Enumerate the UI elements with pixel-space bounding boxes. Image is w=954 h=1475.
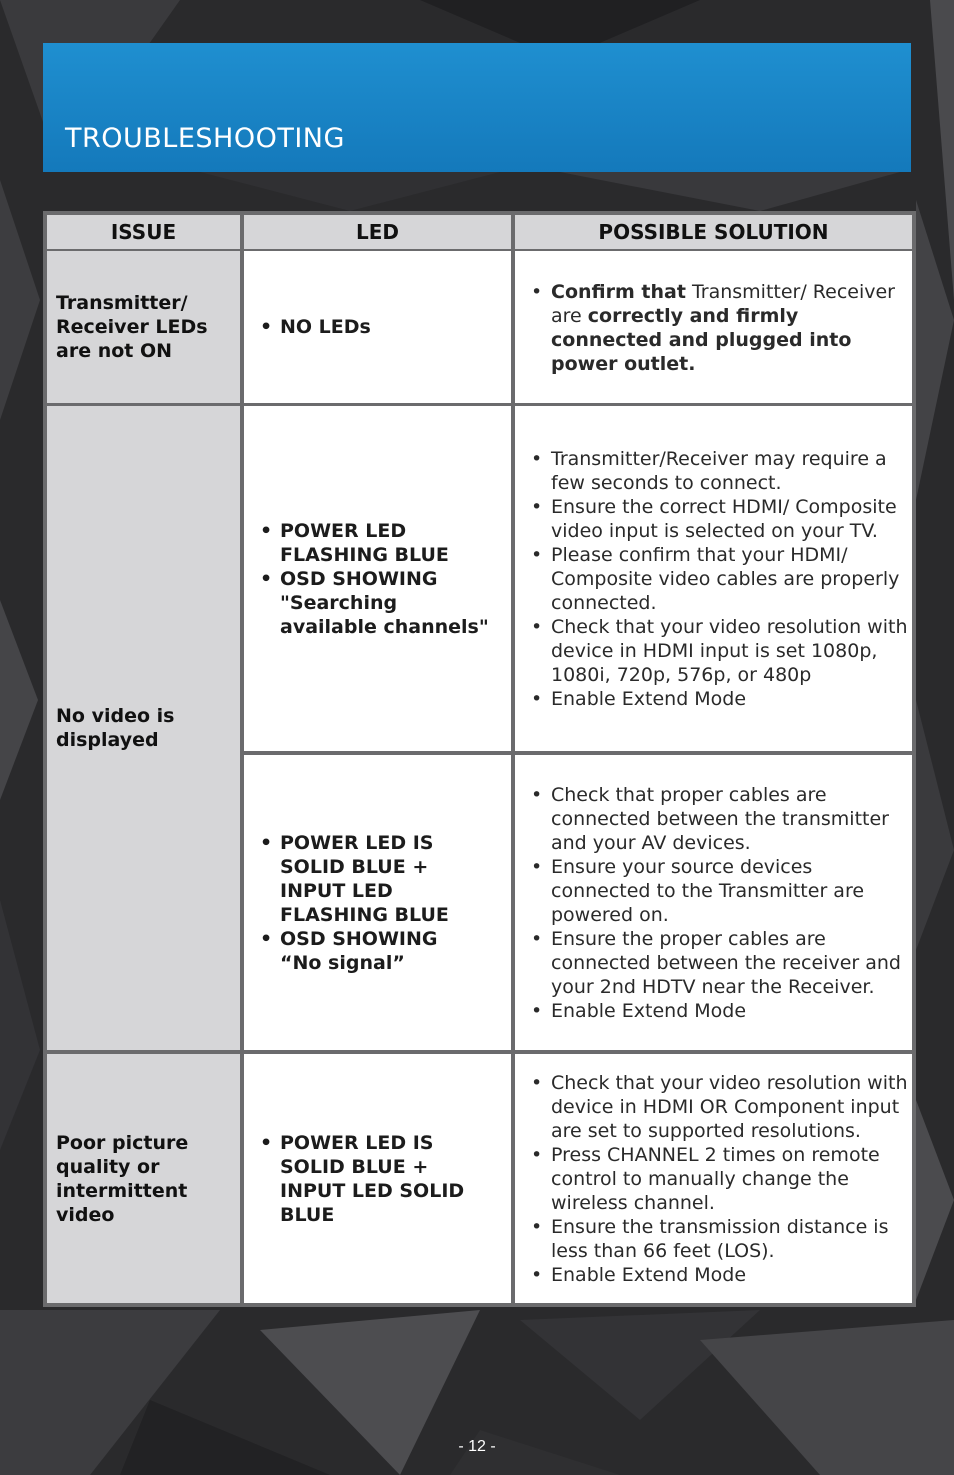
solution-text: Transmitter/ Receiver are: [551, 281, 895, 327]
page-number: - 12 -: [458, 1438, 496, 1455]
section-header: [43, 43, 911, 172]
led-item: • OSD SHOWING “No signal”: [258, 927, 470, 975]
column-header-issue: ISSUE: [47, 215, 240, 249]
solution-emphasis: Confirm that: [551, 281, 686, 303]
page-title: TROUBLESHOOTING: [65, 123, 345, 154]
led-cell: [244, 406, 511, 751]
solution-item: • Enable Extend Mode: [529, 687, 908, 711]
led-item: • POWER LED IS SOLID BLUE + INPUT LED FLASHING BLUE: [258, 831, 470, 927]
solution-item: • Enable Extend Mode: [529, 1263, 908, 1287]
issue-text: Poor picture quality or intermittent video: [56, 1131, 189, 1226]
column-header-solution: POSSIBLE SOLUTION: [515, 215, 912, 249]
issue-cell: [47, 251, 240, 403]
led-item: • NO LEDs: [258, 315, 371, 339]
solution-item: • Ensure your source devices connected to the Transmitter are powered on.: [529, 855, 908, 927]
solution-item: • Check that proper cables are connected between the transmitter and your AV devices.: [529, 783, 908, 855]
column-header-led: LED: [244, 215, 511, 249]
solution-item: • Press CHANNEL 2 times on remote control to manually change the wireless channel.: [529, 1143, 908, 1215]
issue-cell: [47, 406, 240, 1050]
solution-cell: [515, 1054, 912, 1303]
solution-item: • Ensure the transmission distance is less than 66 feet (LOS).: [529, 1215, 908, 1263]
solution-cell: [515, 406, 912, 751]
troubleshooting-table: [43, 211, 916, 1307]
led-item: • POWER LED FLASHING BLUE: [258, 519, 470, 567]
led-list: [258, 831, 470, 975]
solution-emphasis: correctly and firmly connected and plugged into power outlet.: [551, 305, 852, 375]
solution-list: [529, 280, 908, 376]
solution-item: • Enable Extend Mode: [529, 999, 908, 1023]
solution-item: • Check that your video resolution with device in HDMI input is set 1080p, 1080i, 720p, 576p, or 480p: [529, 615, 908, 687]
led-cell: [244, 755, 511, 1050]
led-list: [258, 1131, 485, 1227]
solution-item: • Ensure the proper cables are connected between the receiver and your 2nd HDTV near the Receiver.: [529, 927, 908, 999]
solution-item: • Transmitter/Receiver may require a few seconds to connect.: [529, 447, 908, 495]
issue-cell: [47, 1054, 240, 1303]
issue-text: No video is displayed: [56, 705, 175, 751]
solution-item: [529, 280, 908, 376]
solution-list: [529, 447, 908, 711]
solution-item: • Please confirm that your HDMI/ Composite video cables are properly connected.: [529, 543, 908, 615]
led-list: [258, 519, 500, 639]
led-list: [258, 315, 371, 339]
led-item: • OSD SHOWING "Searching available channels": [258, 567, 500, 639]
solution-cell: [515, 251, 912, 403]
issue-text: Transmitter/ Receiver LEDs are not ON: [56, 292, 208, 362]
led-cell: [244, 251, 511, 403]
solution-list: [529, 1071, 908, 1287]
solution-cell: [515, 755, 912, 1050]
led-cell: [244, 1054, 511, 1303]
solution-item: • Ensure the correct HDMI/ Composite video input is selected on your TV.: [529, 495, 908, 543]
solution-list: [529, 783, 908, 1023]
led-item: • POWER LED IS SOLID BLUE + INPUT LED SOLID BLUE: [258, 1131, 485, 1227]
solution-item: • Check that your video resolution with device in HDMI OR Component input are set to supported resolutions.: [529, 1071, 908, 1143]
